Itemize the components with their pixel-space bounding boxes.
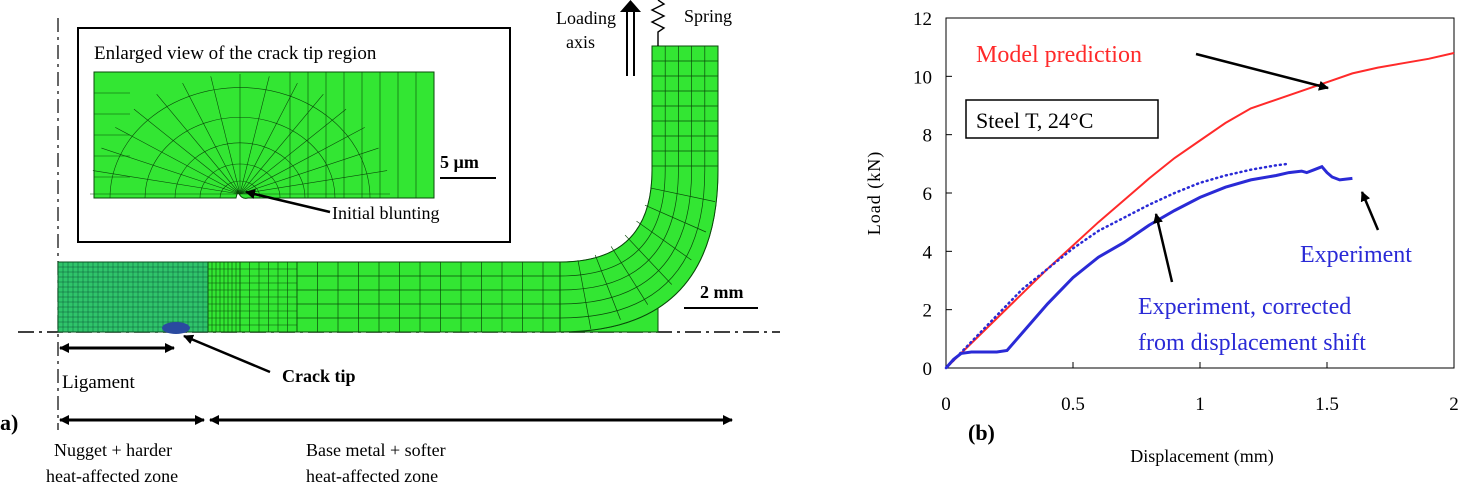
zone1-label-2: heat-affected zone [46,466,179,482]
y-axis-title: Load (kN) [864,150,884,236]
panel-b-chart [864,9,1459,467]
loading-axis-arrow [620,0,641,76]
experiment-label: Experiment [1300,242,1412,268]
crack-tip-label: Crack tip [282,366,356,386]
corrected-arrow [1156,214,1172,282]
experiment-arrow [1362,192,1378,230]
x-tick-label: 1.5 [1315,394,1339,415]
x-tick-label: 2 [1449,394,1459,415]
y-tick-label: 12 [913,9,932,30]
y-tick-label: 6 [922,184,932,205]
zone2-label-1: Base metal + softer [306,440,446,460]
loading-axis-label-1: Loading [556,8,616,28]
model-prediction-arrow [1196,54,1328,88]
y-tick-label: 4 [922,242,932,264]
zone2-label-2: heat-affected zone [306,466,439,482]
model-prediction-label: Model prediction [976,42,1142,68]
x-axis-title: Displacement (mm) [1130,446,1274,466]
panel-a-label: a) [0,410,19,435]
corrected-label-2: from displacement shift [1138,330,1366,356]
inset-title: Enlarged view of the crack tip region [94,43,377,64]
x-tick-label: 0.5 [1061,394,1085,415]
inset-scale-label: 5 µm [440,152,479,172]
y-tick-label: 2 [922,300,932,322]
x-tick-label: 1 [1195,394,1205,415]
crack-tip-arrow [184,336,270,372]
y-tick-label: 0 [922,359,932,380]
x-tick-label: 0 [941,394,951,415]
loading-axis-label-2: axis [566,32,595,52]
scale-bar-label: 2 mm [700,282,744,302]
panel-b-label: (b) [968,420,995,445]
y-tick-label: 8 [922,125,932,147]
initial-blunting-label: Initial blunting [332,203,440,223]
zone1-label-1: Nugget + harder [54,440,173,460]
ligament-label: Ligament [62,372,135,393]
y-tick-label: 10 [913,67,932,89]
spring-icon [652,0,664,46]
inset-mesh [90,72,434,198]
spring-label: Spring [684,6,733,26]
corrected-label-1: Experiment, corrected [1138,294,1352,320]
annotation-box-text: Steel T, 24°C [976,108,1094,133]
